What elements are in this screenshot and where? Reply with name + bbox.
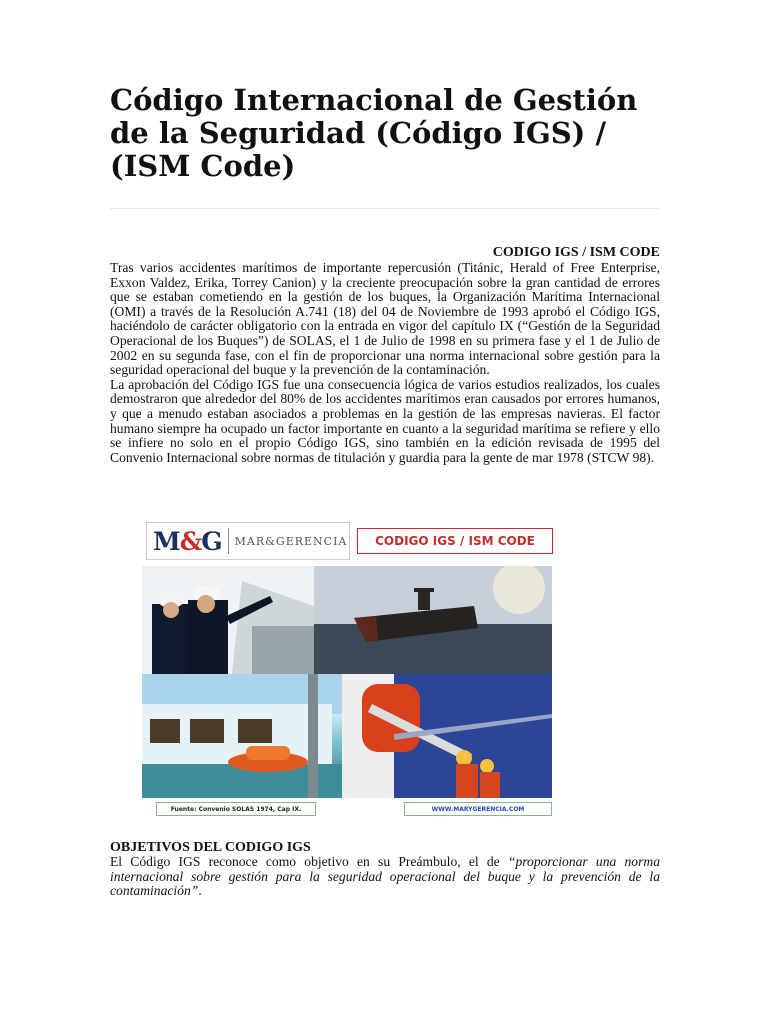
objetivos-end: . (198, 883, 202, 899)
lifeboat-drill-photo (142, 674, 342, 798)
section-heading-objetivos: OBJETIVOS DEL CODIGO IGS (110, 840, 311, 855)
marygerencia-logo (146, 522, 350, 560)
section-objetivos-text (110, 855, 660, 899)
figure-code-label: CODIGO IGS / ISM CODE (357, 528, 553, 554)
document-title: Código Internacional de Gestión de la Seguridad (Código IGS) / (ISM Code) (110, 83, 638, 183)
paragraph-2: La aprobación del Código IGS fue una consecuencia lógica de varios estudios realizados, los cuales demostraron que alrededor del 80% de los accidentes marítimos eran causados por errores humanos, y que a menudo estaban asociados a problemas en la gestión de las empresas navieras. El factor humano siempre ha ocupado un factor importante en cuanto a la seguridad marítima se refiere y ello se infiere no solo en el propio Código IGS, sino también en la edición revisada de 1995 del Convenio Internacional sobre normas de titulación y guardia para la gente de mar 1978 (STCW 98). (110, 376, 660, 465)
body-text (110, 261, 660, 465)
figure-source-caption: Fuente: Convenio SOLAS 1974, Cap IX. (156, 802, 316, 816)
ism-code-figure (142, 520, 554, 820)
figure-website-caption: WWW.MARYGERENCIA.COM (404, 802, 552, 816)
crew-rescue-photo (342, 674, 552, 798)
objetivos-intro: El Código IGS reconoce como objetivo en su Preámbulo, el de (110, 854, 508, 869)
logo-mg-mark: M&G (153, 526, 222, 556)
section-heading-codigo: CODIGO IGS / ISM CODE (492, 245, 660, 260)
title-divider (110, 208, 660, 209)
ship-photo (314, 566, 552, 674)
logo-separator (228, 528, 229, 554)
logo-company-name: MAR&GERENCIA (234, 534, 348, 548)
paragraph-1: Tras varios accidentes marítimos de importante repercusión (Titánic, Herald of Free Enterprise, Exxon Valdez, Erika, Torrey Canion) y la creciente preocupación sobre la gran cantidad de errores que se estaban cometiendo en la gestión de los buques, la Organización Marítima Internacional (OMI) a través de la Resolución A.741 (18) del 04 de Noviembre de 1993 aprobó el Código IGS, haciéndolo de carácter obligatorio con la entrada en vigor del capítulo IX (“Gestión de la Seguridad Operacional de los Buques”) de SOLAS, el 1 de Julio de 1998 en su primera fase y el 1 de Julio de 2002 en su segunda fase, con el fin de proporcionar una norma internacional sobre gestión para la seguridad operacional del buque y la prevención de la contaminación. (110, 260, 660, 378)
objetivos-quote: “proporcionar una norma internacional sobre gestión para la seguridad operacional del buque y la prevención de la contaminación” (110, 854, 660, 899)
officers-photo (142, 566, 314, 674)
